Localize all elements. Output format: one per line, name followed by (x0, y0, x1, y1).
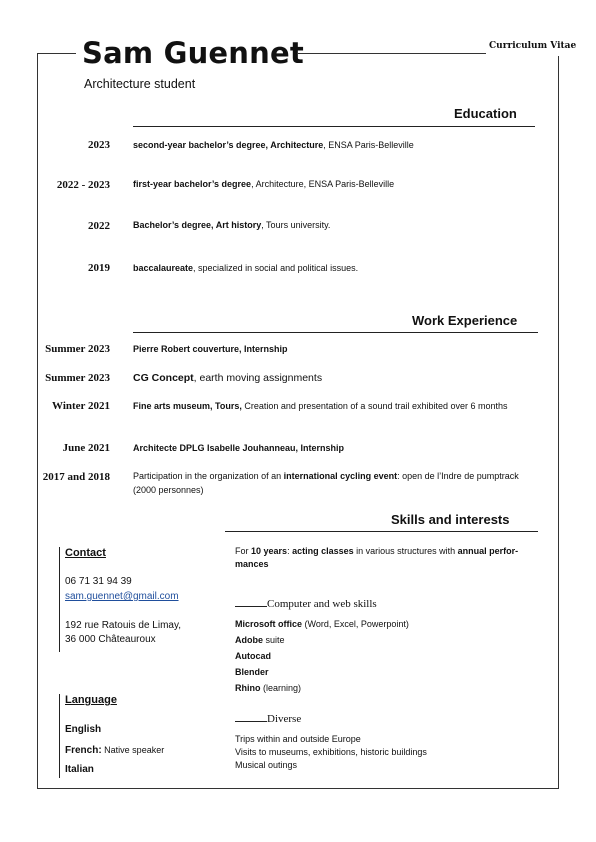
contact-address-line2: 36 000 Châteauroux (65, 634, 156, 645)
language-title: Language (65, 694, 117, 706)
education-entry: baccalaureate, specialized in social and political issues. (133, 263, 359, 273)
work-entry: Pierre Robert couverture, Internship (133, 344, 288, 354)
education-title: Education (454, 106, 517, 121)
work-entry: Fine arts museum, Tours, Creation and presentation of a sound trail exhibited over 6 months (133, 401, 508, 411)
cv-label: Curriculum Vitae (489, 41, 577, 51)
contact-phone: 06 71 31 94 39 (65, 576, 132, 587)
contact-address-line1: 192 rue Ratouis de Limay, (65, 620, 181, 631)
computer-skills-heading: Computer and web skills (235, 598, 377, 610)
education-divider (133, 126, 535, 127)
language-bar (59, 694, 60, 778)
contact-bar (59, 547, 60, 652)
education-year: 2022 - 2023 (56, 179, 110, 191)
language-item: Italian (65, 764, 94, 775)
skills-title: Skills and interests (391, 512, 510, 527)
person-name: Sam Guennet (82, 36, 304, 70)
diverse-list: Trips within and outside Europe Visits to museums, exhibitions, historic buildings Musical outings (235, 734, 427, 770)
education-year: 2019 (88, 262, 110, 274)
work-period: Winter 2021 (52, 400, 110, 412)
computer-skills-list: Microsoft office (Word, Excel, Powerpoint) Adobe suite Autocad Blender Rhino (learning) (235, 619, 409, 693)
work-entry: Architecte DPLG Isabelle Jouhanneau, Internship (133, 443, 345, 453)
person-subtitle: Architecture student (84, 77, 196, 91)
work-entry: Participation in the organization of an international cycling event: open de l’Indre de pumptrack (2000 personnes) (133, 471, 519, 495)
work-period: Summer 2023 (45, 372, 110, 384)
education-entry: second-year bachelor’s degree, Architecture, ENSA Paris-Belleville (133, 140, 414, 150)
work-period: 2017 and 2018 (42, 471, 110, 483)
work-period: Summer 2023 (45, 343, 110, 355)
work-period: June 2021 (62, 442, 110, 454)
work-divider (133, 332, 538, 333)
work-title: Work Experience (412, 313, 518, 328)
education-year: 2023 (88, 139, 110, 151)
language-item: French: Native speaker (65, 745, 165, 756)
work-entry: CG Concept, earth moving assignments (133, 372, 323, 384)
contact-email-link[interactable]: sam.guennet@gmail.com (65, 591, 179, 602)
contact-title: Contact (65, 547, 106, 559)
education-entry: Bachelor’s degree, Art history, Tours university. (133, 220, 331, 230)
language-item: English (65, 724, 102, 735)
education-entry: first-year bachelor’s degree, Architecture, ENSA Paris-Belleville (133, 179, 395, 189)
acting-classes-text: For 10 years: acting classes in various structures with annual perfor- mances (235, 546, 519, 569)
skills-divider (225, 531, 538, 532)
education-year: 2022 (88, 220, 110, 232)
diverse-heading: Diverse (235, 713, 301, 725)
